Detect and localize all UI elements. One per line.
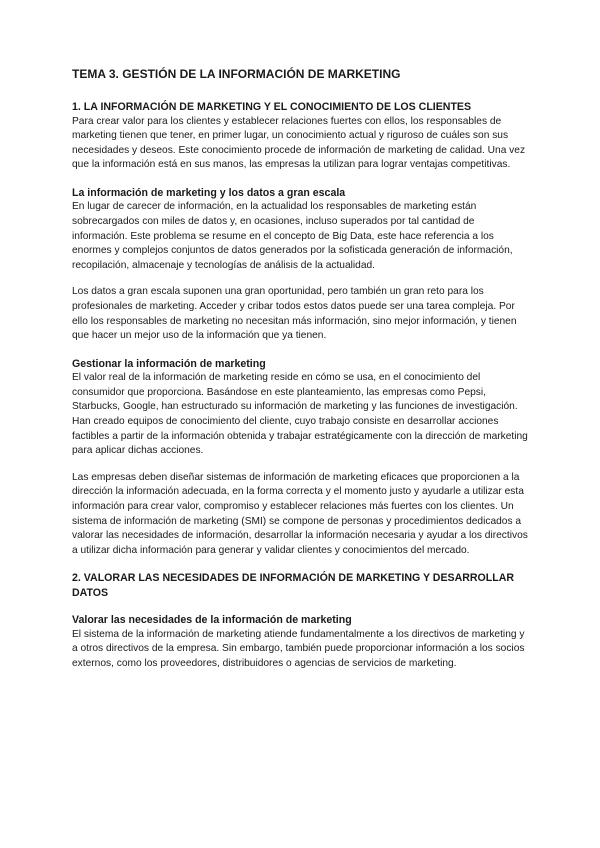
page-title: TEMA 3. GESTIÓN DE LA INFORMACIÓN DE MARKETING (72, 67, 401, 81)
subsection-manage-info-paragraph-2: Las empresas deben diseñar sistemas de información de marketing eficaces que proporcionen a la dirección la información adecuada, en la forma correcta y el momento justo y ayudarle a utilizar esta información para crear valor, compromiso y establecer relaciones más fuertes con los clientes. Un sistema de información de marketing (SMI) se compone de personas y procedimientos dedicados a valorar las necesidades de información, desarrollar la información necesaria y ayudar a los directivos a utilizar dicha información para generar y validar clientes y conocimientos del mercado. (72, 471, 528, 556)
subsection-big-data-paragraph-2: Los datos a gran escala suponen una gran oportunidad, pero también un gran reto para los profesionales de marketing. Acceder y cribar todos estos datos puede ser una tarea compleja. Por ello los responsables de marketing no necesitan más información, sino mejor información, y tienen que hacer un mejor uso de la información que ya tienen. (72, 286, 517, 342)
subsection-assess-needs-paragraph-1: El sistema de la información de marketing atiende fundamentalmente a los directivos de marketing y a otros directivos de la empresa. Sin embargo, también puede proporcionar información a los socios externos, como los proveedores, distribuidores o agencias de servicios de marketing. (72, 628, 525, 670)
subsection-assess-needs-heading: Valorar las necesidades de la información de marketing (72, 614, 352, 627)
subsection-manage-info-paragraph-1: El valor real de la información de marketing reside en cómo se usa, en el conocimiento del consumidor que proporciona. Basándose en este planteamiento, las empresas como Pepsi, Starbucks, Google, han estructurado su información de marketing y las funciones de investigación. Han creado equipos de conocimiento del cliente, cuyo trabajo consiste en desarrollar acciones factibles a partir de la información obtenida y trabajar estratégicamente con la dirección de marketing para aplicar dichas acciones. (72, 372, 528, 457)
section-1-heading: 1. LA INFORMACIÓN DE MARKETING Y EL CONOCIMIENTO DE LOS CLIENTES (72, 101, 472, 113)
subsection-big-data-heading: La información de marketing y los datos a gran escala (72, 186, 346, 199)
section-1-intro-paragraph: Para crear valor para los clientes y establecer relaciones fuertes con ellos, los responsables de marketing tienen que tener, en primer lugar, un conocimiento actual y riguroso de cuáles son sus necesidades y deseos. Este conocimiento procede de información de marketing de calidad. Una vez que la información está en sus manos, las empresas la utilizan para lograr ventajas competitivas. (72, 115, 526, 171)
subsection-manage-info-heading: Gestionar la información de marketing (72, 357, 266, 370)
section-2-heading: 2. VALORAR LAS NECESIDADES DE INFORMACIÓN DE MARKETING Y DESARROLLAR DATOS (72, 572, 515, 599)
document-page (72, 66, 532, 672)
subsection-big-data-paragraph-1: En lugar de carecer de información, en la actualidad los responsables de marketing están sobrecargados con miles de datos y, en ocasiones, incluso superados por tal cantidad de información. Este problema se resume en el concepto de Big Data, este hace referencia a los enormes y complejos conjuntos de datos generados por la sofisticada generación de información, recopilación, almacenaje y tecnologías de análisis de la actualidad. (72, 201, 513, 271)
